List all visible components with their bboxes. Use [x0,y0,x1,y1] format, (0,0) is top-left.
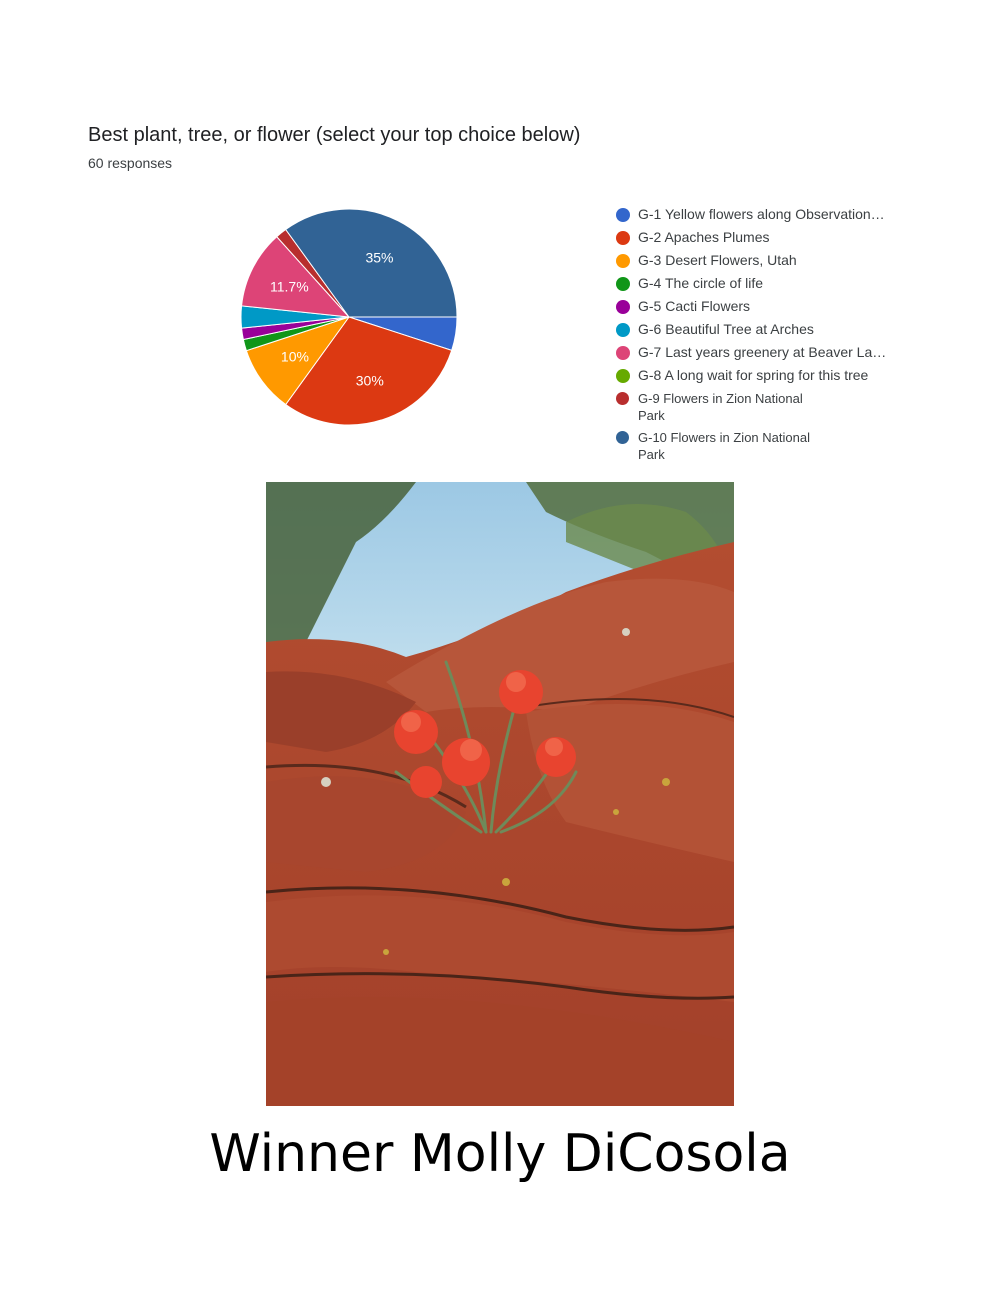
legend-swatch [616,300,630,314]
chart-legend [616,206,916,468]
pie-label-2: 30% [355,372,384,389]
legend-swatch [616,346,630,360]
chart-title: Best plant, tree, or flower (select your top choice below) [88,124,581,146]
response-count: 60 responses [88,155,173,171]
legend-item-1 [616,206,916,223]
winner-caption: Winner Molly DiCosola [209,1124,791,1184]
legend-label: G-8 A long wait for spring for this tree [638,367,869,383]
legend-item-10 [616,429,818,463]
legend-swatch [616,277,630,291]
legend-item-5 [616,298,916,315]
legend-swatch [616,392,629,405]
legend-item-7 [616,344,916,361]
legend-label: G-1 Yellow flowers along Observation… [638,206,885,222]
legend-swatch [616,369,630,383]
legend-label: G-4 The circle of life [638,275,764,291]
legend-item-4 [616,275,916,292]
legend-swatch [616,208,630,222]
legend-swatch [616,323,630,337]
legend-item-8 [616,367,916,384]
legend-label: G-7 Last years greenery at Beaver La… [638,344,887,360]
legend-label: G-10 Flowers in Zion National Park [638,430,810,462]
legend-label: G-6 Beautiful Tree at Arches [638,321,814,337]
legend-swatch [616,254,630,268]
pie-label-3: 10% [280,348,309,365]
legend-label: G-3 Desert Flowers, Utah [638,252,797,268]
legend-item-6 [616,321,916,338]
legend-swatch [616,231,630,245]
legend-item-9 [616,390,818,424]
legend-item-3 [616,252,916,269]
pie-label-10: 35% [365,249,394,266]
pie-chart [230,200,470,440]
legend-swatch [616,431,629,444]
winning-photo [266,482,734,1106]
legend-label: G-2 Apaches Plumes [638,229,770,245]
legend-item-2 [616,229,916,246]
legend-label: G-5 Cacti Flowers [638,298,751,314]
pie-label-7: 11.7% [269,278,309,295]
legend-label: G-9 Flowers in Zion National Park [638,391,803,423]
